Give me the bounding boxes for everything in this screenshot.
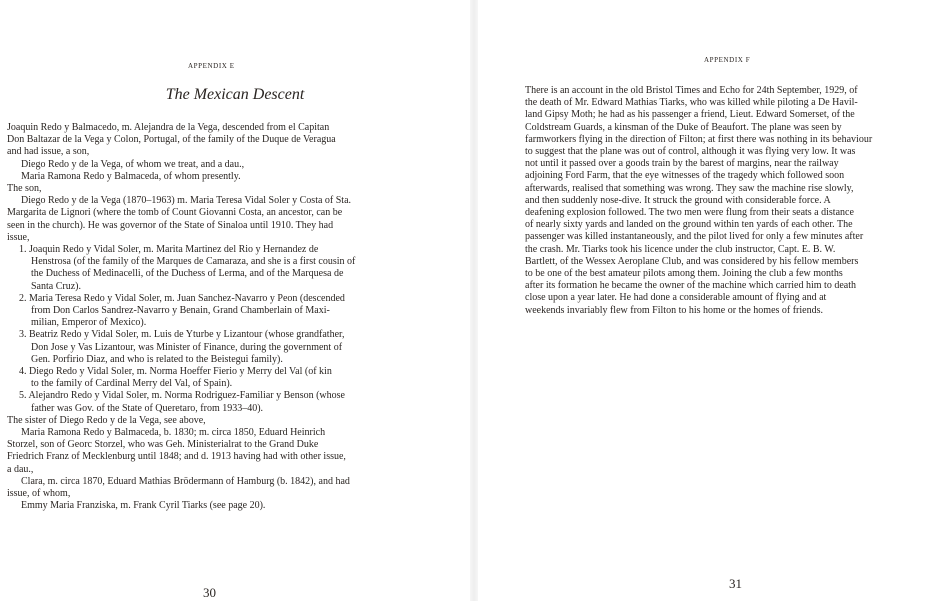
text-line: Henstrosa (of the family of the Marques de Camaraza, and she is a first cousin of [31, 256, 356, 268]
text-line: from Don Carlos Sandrez-Navarro y Benain, Grand Chamberlain of Maxi- [31, 305, 330, 317]
text-line: milian, Emperor of Mexico). [31, 317, 147, 329]
text-line: of nearly sixty yards and landed on the ground within ten yards of each other. The [525, 219, 853, 231]
text-line: Maria Ramona Redo y Balmaceda, b. 1830; m. circa 1850, Eduard Heinrich [21, 427, 326, 439]
text-line: the death of Mr. Edward Mathias Tiarks, who was killed while piloting a De Havil- [525, 97, 858, 109]
text-line: the crash. Mr. Tiarks took his licence under the club instructor, Capt. E. B. W. [525, 243, 836, 255]
text-line: the Duchess of Medinacelli, of the Duchess of Lerma, and of the Marquesa de [31, 268, 344, 280]
text-line: passenger was killed instantaneously, and the pilot lived for only a few minutes after [525, 231, 864, 243]
text-line: Santa Cruz). [31, 280, 81, 292]
text-line: not until it passed over a goods train by the barest of margins, near the railway [525, 158, 839, 170]
text-line: deafening explosion followed. The two men were flung from their seats a distance [525, 207, 854, 219]
text-line: Coldstream Guards, a kinsman of the Duke of Beaufort. The plane was seen by [525, 121, 842, 133]
text-line: adjoining Ford Farm, that the eye witnesses of the tragedy which followed soon [525, 170, 845, 182]
text-line: Bartlett, of the Wessex Aeroplane Club, and was considered by his fellow members [525, 255, 859, 267]
page-number-right: 31 [729, 576, 742, 591]
text-line: issue, [7, 231, 30, 243]
running-head-appendix-e: APPENDIX E [188, 62, 235, 70]
running-head-appendix-f: APPENDIX F [704, 56, 751, 64]
accident-account-text [525, 85, 943, 317]
text-line: issue, of whom, [7, 488, 71, 500]
text-line: 1. Joaquin Redo y Vidal Soler, m. Marita Martinez del Rio y Hernandez de [19, 244, 319, 256]
text-line: Clara, m. circa 1870, Eduard Mathias Brödermann of Hamburg (b. 1842), and had [21, 475, 350, 487]
text-line: after its formation he became the owner of the machine which carried him to death [525, 280, 856, 292]
text-line: to the family of Cardinal Merry del Val, of Spain). [31, 378, 233, 390]
text-line: Gen. Porfirio Diaz, and who is related to the Beistegui family). [31, 353, 283, 365]
left-page [0, 0, 470, 601]
text-line: Margarita de Lignori (where the tomb of Count Giovanni Costa, an ancestor, can be [7, 207, 343, 219]
text-line: Don Baltazar de la Vega y Colon, Portugal, of the family of the Duque de Veragua [7, 134, 336, 146]
text-line: a dau., [7, 463, 34, 475]
text-line: Storzel, son of Georc Storzel, who was Geh. Ministerialrat to the Grand Duke [7, 439, 319, 451]
text-line: weekends invariably flew from Filton to his home or the homes of friends. [525, 304, 823, 316]
text-line: Maria Ramona Redo y Balmaceda, of whom presently. [21, 170, 241, 182]
text-line: Diego Redo y de la Vega, of whom we treat, and a dau., [21, 158, 245, 170]
text-line: 2. Maria Teresa Redo y Vidal Soler, m. Juan Sanchez-Navarro y Peon (descended [19, 292, 345, 304]
text-line: farmworkers flying in the direction of Filton; at first there was nothing in its behaviour [525, 133, 873, 145]
text-line: 3. Beatriz Redo y Vidal Soler, m. Luis de Yturbe y Lizantour (whose grandfather, [19, 329, 345, 341]
text-line: close upon a year later. He had done a considerable amount of flying and at [525, 292, 827, 304]
text-line: The sister of Diego Redo y de la Vega, see above, [7, 414, 206, 426]
book-spine [470, 0, 478, 601]
text-line: Friedrich Franz of Mecklenburg until 1848; and d. 1913 having had with other issue, [7, 451, 346, 463]
text-line: seen in the church). He was governor of the State of Sinaloa until 1910. They had [7, 219, 334, 231]
text-line: There is an account in the old Bristol Times and Echo for 24th September, 1929, of [525, 85, 858, 96]
text-line: to suggest that the plane was out of control, although it was flying very low. It was [525, 146, 856, 158]
text-line: to be one of the best amateur pilots among them. Joining the club a few months [525, 268, 843, 280]
text-line: afterwards, realised that something was wrong. They saw the machine rise slowly, [525, 182, 854, 194]
right-page [478, 0, 947, 601]
text-line: Diego Redo y de la Vega (1870–1963) m. Maria Teresa Vidal Soler y Costa of Sta. [21, 195, 352, 207]
genealogy-text [7, 122, 462, 513]
text-line: and had issue, a son, [7, 146, 90, 158]
text-line: The son, [7, 183, 42, 195]
text-line: Joaquin Redo y Balmacedo, m. Alejandra de la Vega, descended from el Capitan [7, 122, 330, 133]
text-line: Don Jose y Vas Lizantour, was Minister of Finance, during the government of [31, 341, 343, 353]
page-number-left: 30 [203, 585, 216, 600]
text-line: Emmy Maria Franziska, m. Frank Cyril Tiarks (see page 20). [21, 500, 266, 512]
text-line: 5. Alejandro Redo y Vidal Soler, m. Norma Rodriguez-Familiar y Benson (whose [19, 390, 345, 402]
text-line: 4. Diego Redo y Vidal Soler, m. Norma Hoeffer Fierio y Merry del Val (of kin [19, 366, 332, 378]
text-line: land Gipsy Moth; he had as his passenger a friend, Lieut. Edward Somerset, of the [525, 109, 855, 121]
page-title: The Mexican Descent [165, 86, 305, 103]
text-line: and then suddenly nose-dive. It struck the ground with considerable force. A [525, 194, 831, 206]
text-line: father was Gov. of the State of Queretaro, from 1933–40). [31, 402, 264, 414]
